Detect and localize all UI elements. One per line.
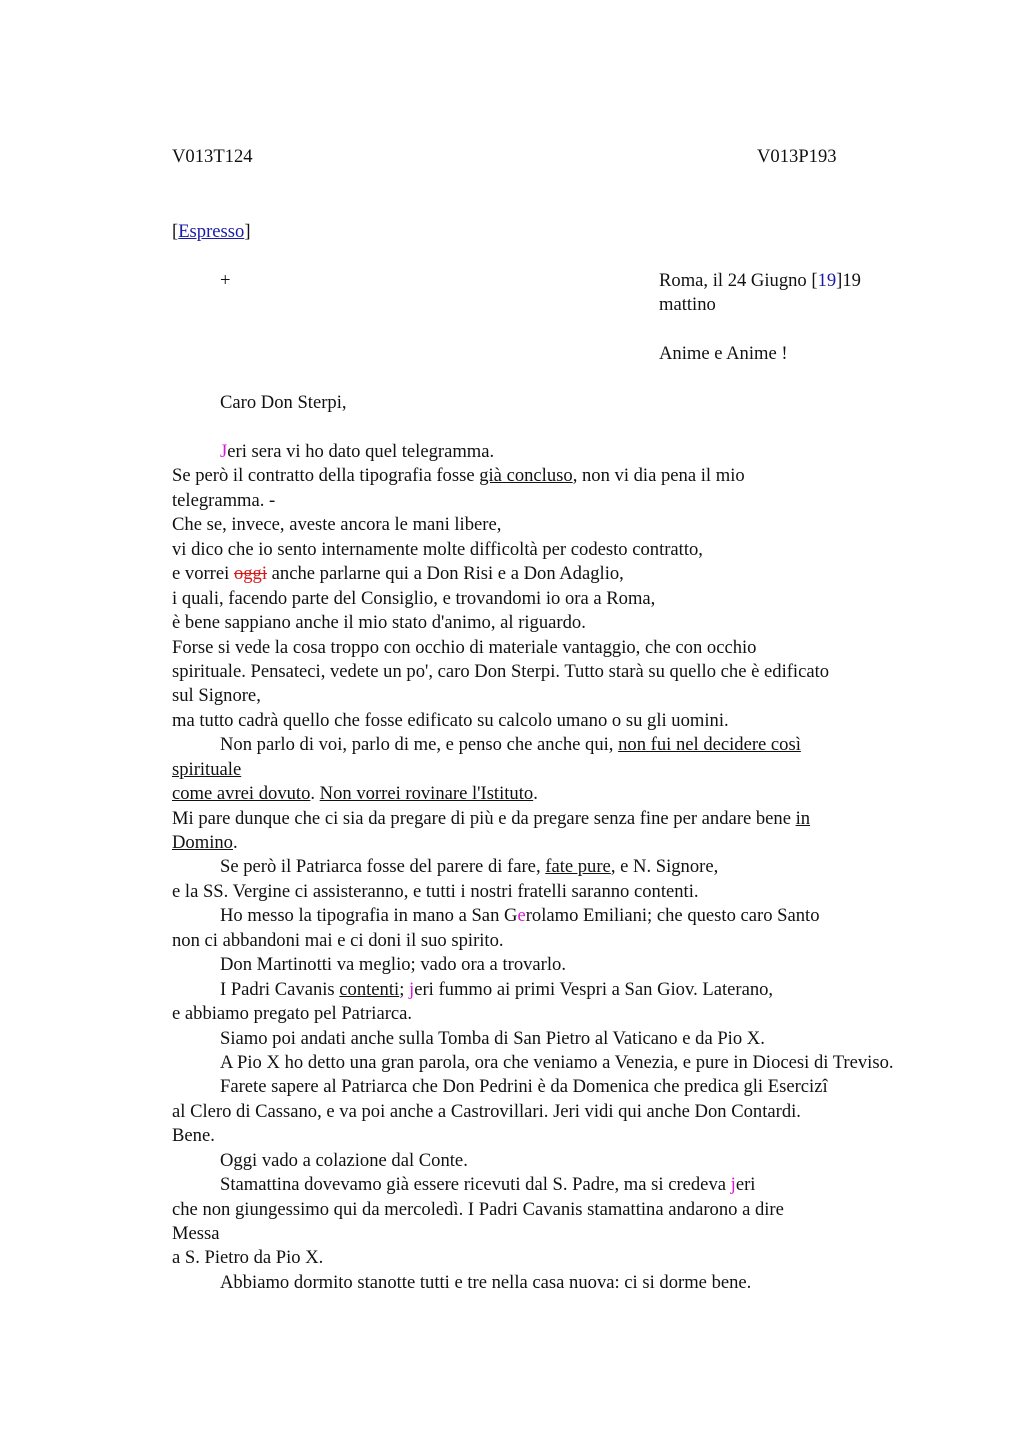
- text-run: che non giungessimo qui da mercoledì. I Padri Cavanis stamattina andarono a dire: [172, 1198, 784, 1220]
- text-run: Farete sapere al Patriarca che Don Pedrini è da Domenica che predica gli Esercizi: [220, 1076, 828, 1098]
- letter-line: [172, 855, 972, 879]
- letter-line: [172, 440, 972, 464]
- letter-line: [172, 1149, 972, 1173]
- letter-body: [172, 440, 972, 1295]
- letter-line: [172, 464, 972, 488]
- text-run: in: [795, 807, 811, 829]
- delivery-note: [Espresso]: [172, 221, 251, 242]
- letter-line: [172, 953, 972, 977]
- letter-line: [172, 904, 972, 928]
- text-run: .: [310, 783, 320, 805]
- text-run: vi dico che io sento internamente molte difficoltà per codesto contratto,: [172, 538, 703, 560]
- text-run: telegramma. -: [172, 489, 276, 511]
- text-run: ma tutto cadrà quello che fosse edificato su calcolo umano o su gli uomini.: [172, 709, 729, 731]
- letter-line: [172, 513, 972, 537]
- text-run: .: [232, 832, 238, 853]
- letter-line: [172, 1271, 972, 1295]
- letter-line: [172, 1027, 972, 1051]
- text-run: J: [220, 441, 228, 462]
- document-code-left: V013T124: [172, 146, 253, 167]
- text-run: come avrei dovuto: [172, 783, 311, 805]
- text-run: Oggi vado a colazione dal Conte.: [220, 1149, 468, 1171]
- text-run: Don Martinotti va meglio; vado ora a trovarlo.: [220, 954, 566, 976]
- text-run: , non vi dia pena il mio: [572, 465, 745, 487]
- letter-line: [172, 709, 972, 733]
- text-run: anche parlarne qui a Don Risi e a Don Adaglio,: [267, 563, 624, 585]
- text-run: Ho messo la tipografia in mano a San G: [220, 905, 518, 927]
- letter-line: [172, 1002, 972, 1026]
- text-run: Siamo poi andati anche sulla Tomba di San Pietro al Vaticano e da Pio X.: [220, 1027, 765, 1049]
- letter-line: [172, 733, 972, 757]
- text-run: A Pio X ho detto una gran parola, ora che veniamo a Venezia, e pure in Diocesi di Treviso.: [220, 1051, 894, 1073]
- text-run: rolamo Emiliani; che questo caro Santo: [525, 905, 820, 927]
- espresso-link[interactable]: Espresso: [178, 221, 245, 242]
- text-run: sul Signore,: [172, 685, 261, 707]
- year-insert: 19: [817, 270, 837, 291]
- text-run: Non vorrei rovinare l'Istituto: [319, 783, 534, 805]
- dateline: Roma, il 24 Giugno [19]19: [659, 270, 861, 291]
- letter-line: [172, 1198, 972, 1222]
- letter-line: [172, 636, 972, 660]
- letter-line: [172, 1222, 972, 1246]
- text-run: .: [533, 783, 538, 805]
- text-run: eri: [735, 1174, 756, 1196]
- text-run: Se però il Patriarca fosse del parere di fare,: [220, 856, 546, 878]
- text-run: j: [409, 978, 415, 1000]
- text-run: e abbiamo pregato pel Patriarca.: [172, 1003, 413, 1025]
- text-run: non fui nel decidere così: [618, 734, 801, 756]
- letter-line: [172, 684, 972, 708]
- letter-line: [172, 611, 972, 635]
- document-code-right: V013P193: [757, 146, 837, 167]
- dateline-time: mattino: [659, 294, 716, 315]
- letter-line: [172, 660, 972, 684]
- motto: Anime e Anime !: [659, 343, 788, 364]
- text-run: fate pure: [545, 856, 611, 878]
- text-run: eri fummo ai primi Vespri a San Giov. Laterano,: [414, 978, 774, 1000]
- letter-line: [172, 1246, 972, 1270]
- text-run: Se però il contratto della tipografia fosse: [172, 465, 480, 487]
- letter-line: [172, 538, 972, 562]
- text-run: è bene sappiano anche il mio stato d'animo, al riguardo.: [172, 612, 586, 634]
- cross-symbol: +: [220, 270, 231, 291]
- text-run: Stamattina dovevamo già essere ricevuti dal S. Padre, ma si credeva: [220, 1174, 731, 1196]
- text-run: I Padri Cavanis: [220, 978, 340, 1000]
- letter-line: [172, 1173, 972, 1197]
- text-run: Che se, invece, aveste ancora le mani libere,: [172, 514, 502, 536]
- letter-line: [172, 758, 972, 782]
- text-run: i quali, facendo parte del Consiglio, e trovandomi io ora a Roma,: [172, 587, 656, 609]
- text-run: a S. Pietro da Pio X.: [172, 1247, 324, 1269]
- text-run: e la SS. Vergine ci assisteranno, e tutti i nostri fratelli saranno contenti.: [172, 880, 699, 902]
- text-run: eri sera vi ho dato quel telegramma.: [227, 441, 495, 462]
- text-run: già concluso: [479, 465, 573, 487]
- letter-line: [172, 807, 972, 831]
- text-run: spirituale. Pensateci, vedete un po', caro Don Sterpi. Tutto starà su quello che è edificato: [172, 660, 830, 682]
- text-run: oggi: [233, 563, 268, 585]
- letter-line: [172, 880, 972, 904]
- text-run: spirituale: [172, 758, 242, 780]
- text-run: , e N. Signore,: [610, 856, 719, 878]
- text-run: contenti: [339, 978, 400, 1000]
- letter-line: [172, 1100, 972, 1124]
- text-run: e vorrei: [172, 563, 234, 585]
- letter-line: [172, 782, 972, 806]
- text-run: Non parlo di voi, parlo di me, e penso che anche qui,: [220, 734, 619, 756]
- text-run: Bene.: [172, 1125, 215, 1147]
- text-run: al Clero di Cassano, e va poi anche a Castrovillari. Jeri vidi qui anche Don Contardi.: [172, 1100, 801, 1122]
- text-run: Abbiamo dormito stanotte tutti e tre nella casa nuova: ci si dorme bene.: [220, 1271, 752, 1293]
- letter-line: [172, 489, 972, 513]
- text-run: non ci abbandoni mai e ci doni il suo spirito.: [172, 929, 504, 951]
- letter-line: [172, 587, 972, 611]
- letter-line: [172, 929, 972, 953]
- letter-line: [172, 1051, 972, 1075]
- letter-line: [172, 978, 972, 1002]
- text-run: j: [730, 1174, 736, 1196]
- salutation: Caro Don Sterpi,: [220, 392, 347, 413]
- text-run: Domino: [172, 832, 233, 853]
- letter-line: [172, 831, 972, 855]
- letter-line: [172, 1075, 972, 1099]
- text-run: e: [517, 905, 526, 927]
- text-run: Mi pare dunque che ci sia da pregare di più e da pregare senza fine per andare bene: [172, 807, 796, 829]
- letter-line: [172, 562, 972, 586]
- text-run: Messa: [172, 1223, 220, 1244]
- text-run: Forse si vede la cosa troppo con occhio di materiale vantaggio, che con occhio: [172, 636, 757, 658]
- text-run: ;: [399, 978, 410, 1000]
- letter-line: [172, 1124, 972, 1148]
